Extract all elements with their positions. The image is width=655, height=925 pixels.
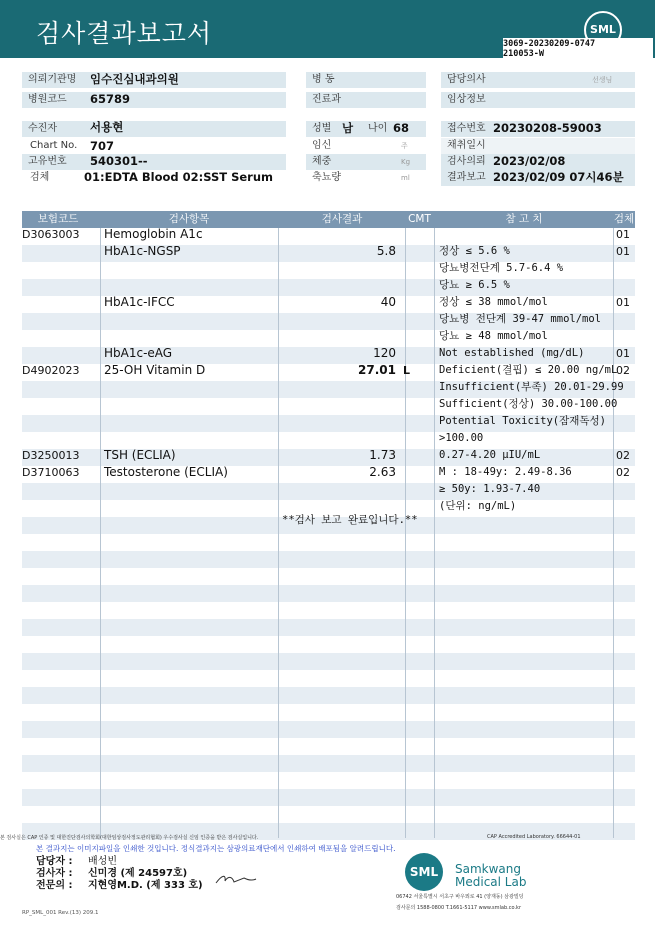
doctor-suffix: 선생님 (592, 76, 613, 84)
cell-item: Testosterone (ECLIA) (104, 465, 228, 479)
hospital-code-value: 65789 (90, 92, 131, 106)
col-header-reference: 참 고 치 (505, 213, 543, 225)
request-label: 검사의뢰 (447, 156, 486, 167)
cell-code: D3710063 (22, 466, 80, 479)
cell-item: TSH (ECLIA) (104, 448, 176, 462)
cell-ref: 정상 ≤ 38 mmol/mol (439, 296, 548, 308)
cell-ref: Insufficient(부족) 20.01-29.99 (439, 381, 624, 393)
col-header-item: 검사항목 (168, 213, 210, 225)
cell-ref: 당뇨 ≥ 6.5 % (439, 279, 510, 291)
cell-flag: L (403, 364, 411, 377)
manager-label: 담당자 : (36, 856, 73, 867)
collect-box (441, 138, 635, 154)
document-code: 3069-20230209-0747 210053-W (503, 38, 653, 61)
cell-item: HbA1c-eAG (104, 346, 173, 360)
requester-value: 임수진심내과의원 (90, 72, 179, 86)
cell-code: D4902023 (22, 364, 80, 377)
pregnancy-unit: 주 (401, 142, 408, 150)
report-complete-message: **검사 보고 완료입니다.** (282, 514, 418, 526)
cell-result: 2.63 (369, 465, 396, 479)
cell-ref: 당뇨 ≥ 48 mmol/mol (439, 330, 548, 342)
cell-spec: 02 (616, 449, 630, 462)
table-row-stripe (22, 721, 635, 738)
cell-ref: 정상 ≤ 5.6 % (439, 245, 510, 257)
cell-ref: Deficient(결핍) ≤ 20.00 ng/mL (439, 364, 618, 376)
weight-unit: Kg (401, 158, 411, 166)
cell-item: 25-OH Vitamin D (104, 363, 206, 377)
clinical-label-box (441, 92, 635, 108)
col-header-code: 보험코드 (37, 213, 79, 225)
tester-name: 신미경 (제 24597호) (88, 868, 188, 879)
col-divider (613, 228, 614, 838)
col-divider (434, 228, 435, 838)
form-number: RP_SML_001 Rev.(13) 209.1 (22, 910, 99, 916)
urine-label: 축뇨량 (312, 172, 341, 183)
cell-ref: >100.00 (439, 432, 484, 444)
specialist-label: 전문의 : (36, 880, 73, 891)
cell-ref: (단위: ng/mL) (439, 500, 517, 512)
id-label: 고유번호 (28, 156, 67, 167)
cell-result: 5.8 (376, 244, 396, 258)
cell-spec: 01 (616, 228, 630, 241)
collect-label: 채취일시 (447, 140, 486, 151)
urine-unit: ml (401, 174, 410, 182)
table-row-stripe (22, 585, 635, 602)
dept-label: 진료과 (312, 94, 341, 105)
samkwang-logo-icon: SML (405, 853, 443, 891)
cell-result: 1.73 (369, 448, 396, 462)
clinical-label: 임상정보 (447, 94, 486, 105)
chart-label: Chart No. (30, 140, 78, 151)
signature-icon (214, 872, 258, 886)
cell-ref: ≥ 50y: 1.93-7.40 (439, 483, 541, 495)
requester-label: 의뢰기관명 (28, 74, 77, 85)
tester-label: 검사자 : (36, 868, 73, 879)
col-header-specimen: 검체 (613, 213, 635, 225)
cell-result: 120 (373, 346, 396, 360)
page-title: 검사결과보고서 (36, 19, 213, 48)
specimen-label: 검체 (30, 172, 50, 183)
print-notice: 본 결과지는 이미지파일을 인쇄한 것입니다. 정식결과지는 삼광의료재단에서 인쇄하여 배포됨을 알려드립니다. (36, 844, 396, 853)
cell-ref: Sufficient(정상) 30.00-100.00 (439, 398, 618, 410)
cell-spec: 01 (616, 347, 630, 360)
cell-result: 40 (380, 295, 396, 309)
cell-ref: 당뇨병전단계 5.7-6.4 % (439, 262, 564, 274)
sex-value: 남 (342, 121, 354, 135)
table-row-stripe (22, 619, 635, 636)
lab-name-1: Samkwang (455, 862, 521, 876)
patient-value: 서용현 (90, 120, 124, 134)
cell-code: D3063003 (22, 228, 80, 241)
cell-ref: M : 18-49y: 2.49-8.36 (439, 466, 572, 478)
ward-label: 병 동 (312, 74, 335, 85)
cell-item: HbA1c-NGSP (104, 244, 181, 258)
id-label-box (22, 154, 286, 170)
cell-spec: 01 (616, 296, 630, 309)
patient-label-box (22, 121, 286, 137)
lab-contact: 검사문의 1588-0800 T.1661-5117 www.smlab.co.kr (396, 905, 521, 911)
weight-label: 체중 (312, 156, 332, 167)
lab-address: 06742 서울특별시 서초구 바우뫼로 41 (양재동) 삼광빌딩 (396, 894, 524, 900)
id-value: 540301-- (90, 154, 148, 168)
cell-spec: 01 (616, 245, 630, 258)
receipt-label: 접수번호 (447, 123, 486, 134)
col-divider (278, 228, 279, 838)
cell-result: 27.01 (358, 363, 396, 377)
chart-value: 707 (90, 139, 115, 153)
specialist-name: 지현영M.D. (제 333 호) (88, 880, 203, 891)
age-value: 68 (393, 121, 410, 135)
table-row-stripe (22, 687, 635, 704)
col-header-cmt: CMT (408, 213, 431, 225)
cell-item: Hemoglobin A1c (104, 227, 203, 241)
col-divider (405, 228, 406, 838)
age-label: 나이 (368, 123, 388, 134)
doctor-label: 담당의사 (447, 74, 486, 85)
patient-label: 수진자 (28, 123, 57, 134)
cell-ref: 0.27-4.20 μIU/mL (439, 449, 541, 461)
table-row-stripe (22, 551, 635, 568)
cell-spec: 02 (616, 364, 630, 377)
col-header-result: 검사결과 (321, 213, 363, 225)
receipt-value: 20230208-59003 (493, 121, 602, 135)
cell-ref: 당뇨병 전단계 39-47 mmol/mol (439, 313, 602, 325)
lab-name-2: Medical Lab (455, 875, 527, 889)
report-label: 결과보고 (447, 172, 486, 183)
cap-accreditation: CAP Accredited Laboratory. 66644-01 (487, 834, 581, 840)
table-row-stripe (22, 789, 635, 806)
table-row-stripe (22, 483, 635, 500)
table-row-stripe (22, 755, 635, 772)
specimen-value: 01:EDTA Blood 02:SST Serum (84, 170, 274, 184)
cell-ref: Not established (mg/dL) (439, 347, 585, 359)
table-row-stripe (22, 653, 635, 670)
cell-code: D3250013 (22, 449, 80, 462)
cell-ref: Potential Toxicity(잠재독성) (439, 415, 607, 427)
report-value: 2023/02/09 07시46분 (493, 170, 624, 184)
dept-label-box (306, 92, 426, 108)
cell-item: HbA1c-IFCC (104, 295, 175, 309)
pregnancy-label: 임신 (312, 140, 332, 151)
sml-logo-icon: SML (584, 11, 622, 49)
request-value: 2023/02/08 (493, 154, 566, 168)
hospital-code-label: 병원코드 (28, 94, 67, 105)
col-divider (100, 228, 101, 838)
hospital-code-label-box (22, 92, 286, 108)
ward-label-box (306, 72, 426, 88)
manager-name: 배성빈 (88, 856, 117, 867)
sex-label: 성별 (312, 123, 332, 134)
cap-notice: 본 검사실은 CAP 인증 및 대한진단검사의학회(대한임상검사정도관리협회) 우수검사실 신임 인증을 받은 검사실입니다. (0, 835, 259, 841)
cell-spec: 02 (616, 466, 630, 479)
